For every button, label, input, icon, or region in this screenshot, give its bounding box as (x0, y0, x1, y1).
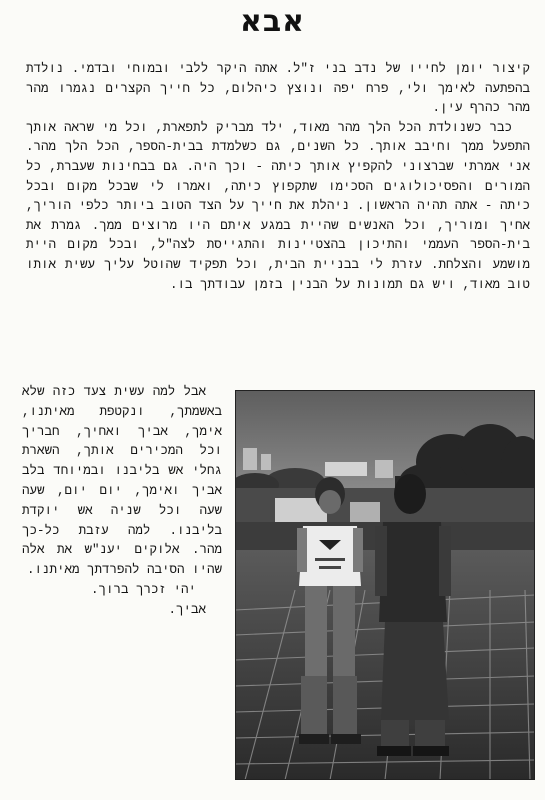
signature-line: אביך. (168, 602, 206, 617)
side-text-block (22, 383, 222, 621)
blessing-line: יהי זכרך ברוך. (90, 582, 196, 597)
main-text-block (26, 60, 530, 295)
page-title: אבא (240, 4, 305, 39)
paragraph-lament: אבל למה עשית צעד כזה שלא באשמתך, ונקטפת מאיתנו, אימך, אביך ואחיך, חבריך וכל המכירים אותך, השארת גחלי אש בליבנו ובמיוחד בלב אביך ואימך, יום יום, שעה שעה וכל שניה אש יוקדת בליבנו. למה עזבת כל-כך מהר. אלוקים יענ"ש את אלה שהיו הסיבה להפרדתך מאיתנו. (22, 385, 222, 578)
paragraph-life-story: כבר כשנולדת הכל הלך מהר מאוד, ילד מבריק לתפארת, וכל מי שראה אותך התפעל ממך וחיבב אותך. כל השנים, גם כשלמדת בבית-הספר, הכל הלך מהר. אני אמרתי שברצוני להקפיץ אותך כיתה - וכך היה. גם בבחינות שעברת, כל המורים והפסיכולוגים הסכימו שתקפוץ כיתה, ואמרו לי שבכל מקום ובכל כיתה - אתה תהיה הראשון. ניהלת את חייך על הצד הטוב ביותר כלפי הוריך, אחיך ומוריך, וכל האנשים שהיית במגע איתם היו מרוצים ממך. גמרת את בית-הספר העממי והתיכון בהצטיינות והתגייסת לצה"ל, ובכל מקום היית מושמע והצלחת. עזרת לי בבניית הבית, וכל תפקיד שהוטל עליך עשית אותו טוב מאוד, ויש גם תמונות על הבנין בזמן עבודתך בו. (26, 120, 530, 292)
construction-site-photo (235, 390, 535, 780)
paragraph-intro: קיצור יומן לחייו של נדב בני ז"ל. אתה היקר ללבי ובמוחי ובדמי. נולדת בהפתעה לאימך ולי, פרח יפה ונוצץ כיהלום, כל חייך הקצרים נגמרו מהר מהר כהרף עין. (26, 62, 530, 116)
